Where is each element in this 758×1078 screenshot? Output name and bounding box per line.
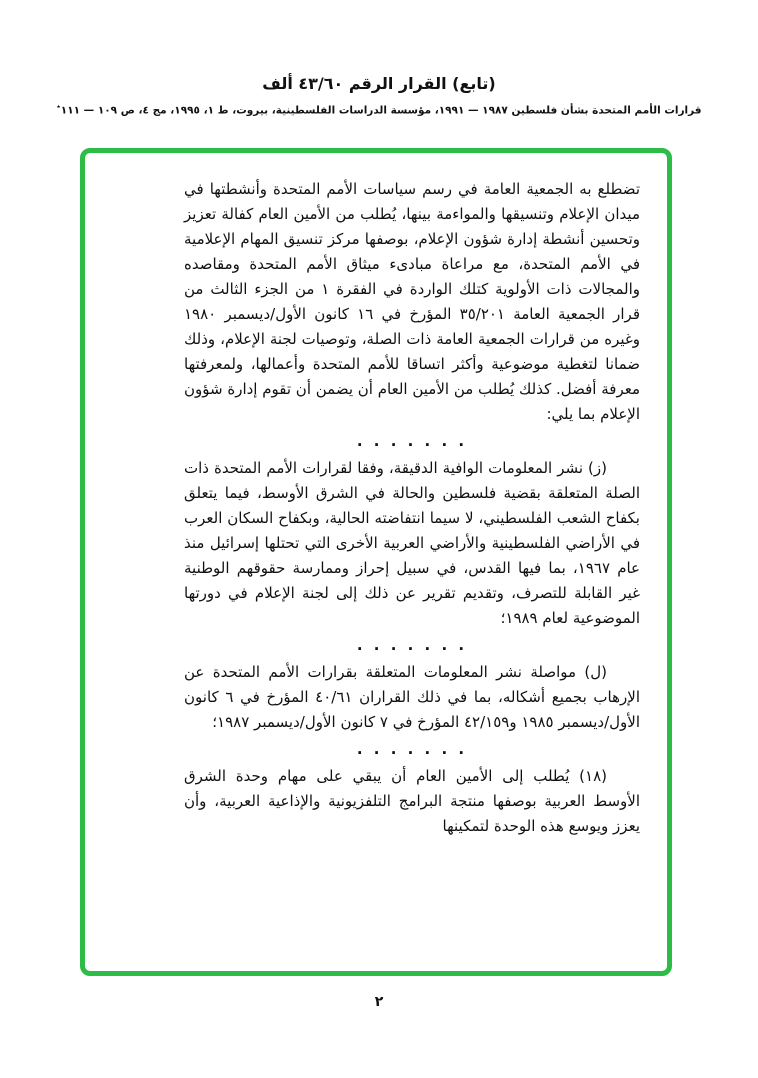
dotted-separator: . . . . . . . <box>356 636 468 654</box>
paragraph: (١٨) يُطلب إلى الأمين العام أن يبقي على مهام وحدة الشرق الأوسط العربية بوصفها منتجة البرامج التلفزيونية والإذاعية العربية، وأن يعزز ويوسع هذه الوحدة لتمكينها <box>184 767 640 835</box>
source-citation-text: قرارات الأمم المتحدة بشأن فلسطين ١٩٨٧ — ١٩٩١، مؤسسة الدراسات الفلسطينية، بيروت، ط ١، ١٩٩٥، مج ٤، ص ١٠٩ — ١١١ <box>60 104 702 117</box>
dotted-separator: . . . . . . . <box>356 740 468 758</box>
paragraph: (ز) نشر المعلومات الوافية الدقيقة، وفقا لقرارات الأمم المتحدة ذات الصلة المتعلقة بقضية فلسطين والحالة في الشرق الأوسط، فيما يتعلق بكفاح الشعب الفلسطيني، لا سيما انتفاضته الحالية، وبكفاح السكان العرب في الأراضي الفلسطينية والأراضي العربية الأخرى التي تحتلها إسرائيل منذ عام ١٩٦٧، بما فيها القدس، في سبيل إحراز وممارسة حقوقهم الوطنية غير القابلة للتصرف، وتقديم تقرير عن ذلك إلى لجنة الإعلام في دورتها الموضوعية لعام ١٩٨٩؛ <box>184 459 641 627</box>
resolution-body-text <box>184 177 640 839</box>
page-number: ٢ <box>374 994 384 1010</box>
dotted-separator: . . . . . . . <box>356 432 468 450</box>
document-header <box>0 74 758 117</box>
paragraph: تضطلع به الجمعية العامة في رسم سياسات الأمم المتحدة وأنشطتها في ميدان الإعلام وتنسيقها والمواءمة بينها، يُطلب من الأمين العام كفالة تعزيز وتحسين أنشطة إدارة شؤون الإعلام، بوصفها مركز تنسيق المهام الإعلامية في الأمم المتحدة، مع مراعاة مبادىء ميثاق الأمم المتحدة ومقاصده والمجالات ذات الأولوية كتلك الواردة في الفقرة ١ من الجزء الثالث من قرار الجمعية العامة ٣٥/٢٠١ المؤرخ في ١٦ كانون الأول/ديسمبر ١٩٨٠ وغيره من قرارات الجمعية العامة ذات الصلة، وتوصيات لجنة الإعلام، وذلك ضمانا لتغطية موضوعية وأكثر اتساقا للأمم المتحدة وأعمالها، ولمعرفتها معرفة أفضل. كذلك يُطلب من الأمين العام أن يضمن أن تقوم إدارة شؤون الإعلام بما يلي: <box>184 180 640 423</box>
footnote-marker: ٭ <box>56 102 61 111</box>
green-content-frame <box>80 148 672 976</box>
source-citation-line <box>0 102 758 117</box>
resolution-title: (تابع) القرار الرقم ٤٣/٦٠ ألف <box>262 74 496 93</box>
paragraph: (ل) مواصلة نشر المعلومات المتعلقة بقرارات الأمم المتحدة عن الإرهاب بجميع أشكاله، بما في ذلك القراران ٤٠/٦١ المؤرخ في ٦ كانون الأول/ديسمبر ١٩٨٥ و٤٢/١٥٩ المؤرخ في ٧ كانون الأول/ديسمبر ١٩٨٧؛ <box>184 663 640 731</box>
